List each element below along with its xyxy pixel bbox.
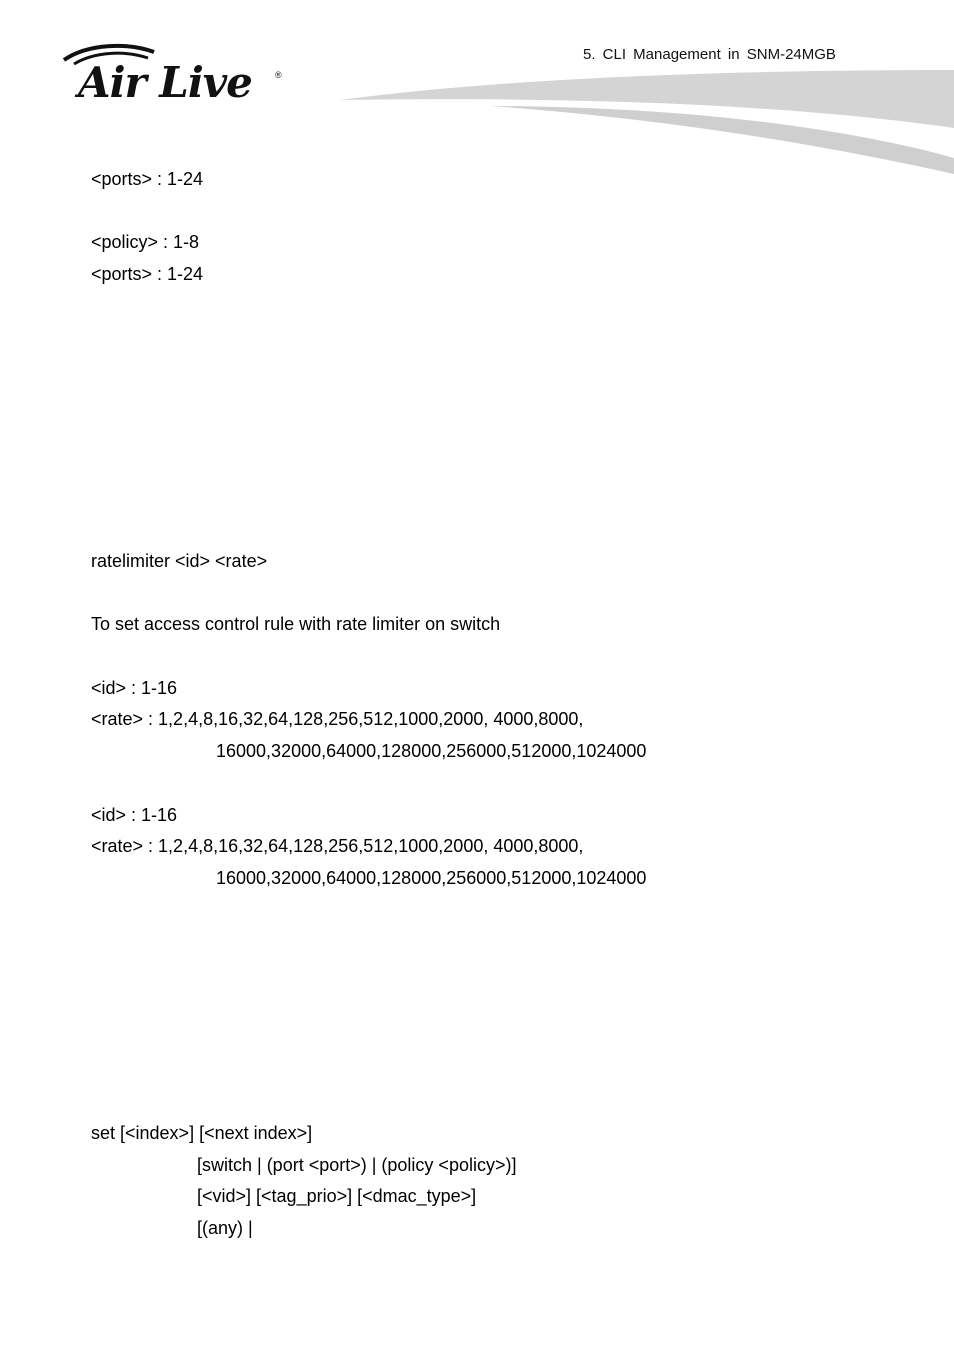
policy-range-line: <policy> : 1-8	[91, 232, 200, 252]
ports-range-line: <ports> : 1-24	[91, 169, 204, 189]
logo-text: Air Live	[78, 58, 252, 107]
ratelimiter-description: To set access control rule with rate limiter on switch	[91, 614, 501, 634]
rate-values-line: <rate> : 1,2,4,8,16,32,64,128,256,512,1000,2000, 4000,8000,	[91, 709, 584, 729]
airlive-logo	[62, 40, 292, 106]
id-range-line: <id> : 1-16	[91, 678, 178, 698]
set-syntax-continuation: [<vid>] [<tag_prio>] [<dmac_type>]	[197, 1186, 477, 1206]
set-syntax-line: set [<index>] [<next index>]	[91, 1123, 313, 1143]
header-swoosh-decoration	[340, 66, 954, 178]
rate-values-line: <rate> : 1,2,4,8,16,32,64,128,256,512,1000,2000, 4000,8000,	[91, 836, 584, 856]
set-syntax-continuation: [(any) |	[197, 1218, 253, 1238]
ports-range-line: <ports> : 1-24	[91, 264, 204, 284]
chapter-title: 5. CLI Management in SNM-24MGB	[583, 46, 836, 63]
registered-mark: ®	[275, 70, 282, 80]
set-syntax-continuation: [switch | (port <port>) | (policy <policy>)]	[197, 1155, 517, 1175]
id-range-line: <id> : 1-16	[91, 805, 178, 825]
ratelimiter-syntax-line: ratelimiter <id> <rate>	[91, 551, 268, 571]
rate-values-continuation: 16000,32000,64000,128000,256000,512000,1024000	[216, 868, 647, 888]
rate-values-continuation: 16000,32000,64000,128000,256000,512000,1024000	[216, 741, 647, 761]
